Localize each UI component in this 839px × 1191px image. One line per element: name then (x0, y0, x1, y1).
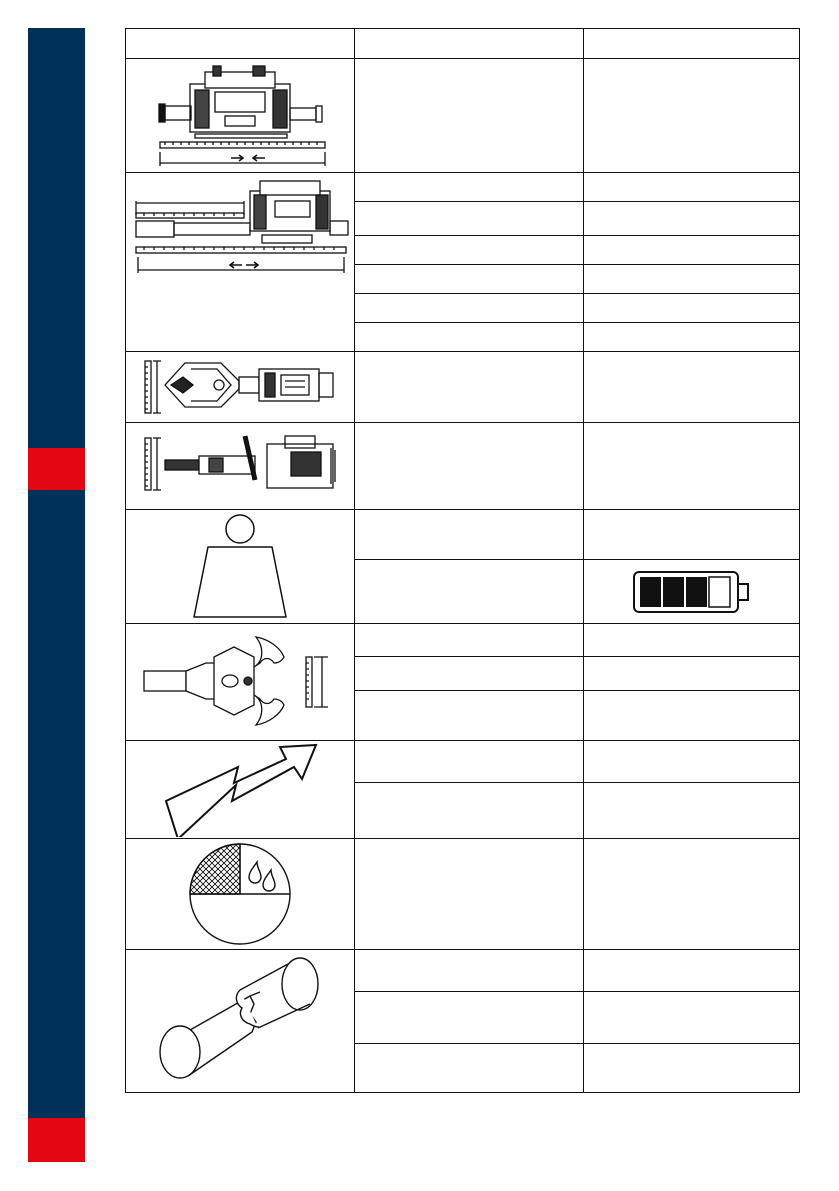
sidebar-red-mark (28, 448, 85, 490)
sidebar-navy-bottom (28, 490, 85, 1118)
table-cell (584, 352, 800, 423)
closed-tool-length-icon (126, 59, 355, 173)
table-cell (584, 950, 800, 992)
sidebar-navy-top (28, 28, 85, 448)
table-row (126, 950, 800, 992)
table-header-row (126, 29, 800, 59)
ip-protection-icon (126, 839, 355, 950)
spec-table (125, 28, 800, 1093)
table-row (126, 741, 800, 783)
cut-round-bar-icon (126, 950, 355, 1093)
table-cell (355, 323, 584, 352)
table-cell (584, 323, 800, 352)
table-cell (355, 510, 584, 560)
table-row (126, 352, 800, 423)
table-cell (355, 741, 584, 783)
table-cell (355, 839, 584, 950)
header-cell (584, 29, 800, 59)
table-cell (355, 783, 584, 839)
tool-width-icon (126, 352, 355, 423)
table-cell (584, 202, 800, 236)
table-cell (355, 691, 584, 741)
table-cell (584, 423, 800, 510)
sidebar-red-foot (28, 1118, 85, 1162)
table-cell (584, 560, 800, 624)
table-row (126, 173, 800, 202)
table-cell (584, 510, 800, 560)
table-cell (355, 352, 584, 423)
table-cell (355, 657, 584, 691)
table-row (126, 839, 800, 950)
table-cell (355, 265, 584, 294)
table-row (126, 423, 800, 510)
force-arrow-icon (126, 741, 355, 839)
header-cell (355, 29, 584, 59)
table-cell (584, 657, 800, 691)
table-cell (584, 294, 800, 323)
table-cell (584, 691, 800, 741)
table-cell (355, 950, 584, 992)
open-tool-length-icon (126, 173, 355, 352)
table-row (126, 624, 800, 657)
table-cell (584, 839, 800, 950)
tool-height-icon (126, 423, 355, 510)
table-row (126, 510, 800, 560)
battery-full-icon (632, 570, 752, 614)
table-cell (584, 624, 800, 657)
weight-icon (126, 510, 355, 624)
table-cell (584, 173, 800, 202)
table-cell (584, 741, 800, 783)
table-cell (584, 265, 800, 294)
table-cell (355, 1044, 584, 1093)
table-cell (584, 992, 800, 1044)
table-cell (355, 173, 584, 202)
sidebar-band (28, 28, 85, 1162)
header-cell (126, 29, 355, 59)
table-cell (355, 624, 584, 657)
table-cell (355, 294, 584, 323)
table-cell (584, 59, 800, 173)
table-cell (584, 236, 800, 265)
table-cell (355, 236, 584, 265)
jaw-opening-icon (126, 624, 355, 741)
table-cell (584, 1044, 800, 1093)
table-cell (355, 423, 584, 510)
table-cell (355, 202, 584, 236)
table-cell (355, 59, 584, 173)
table-cell (355, 992, 584, 1044)
table-cell (584, 783, 800, 839)
table-row (126, 59, 800, 173)
table-cell (355, 560, 584, 624)
